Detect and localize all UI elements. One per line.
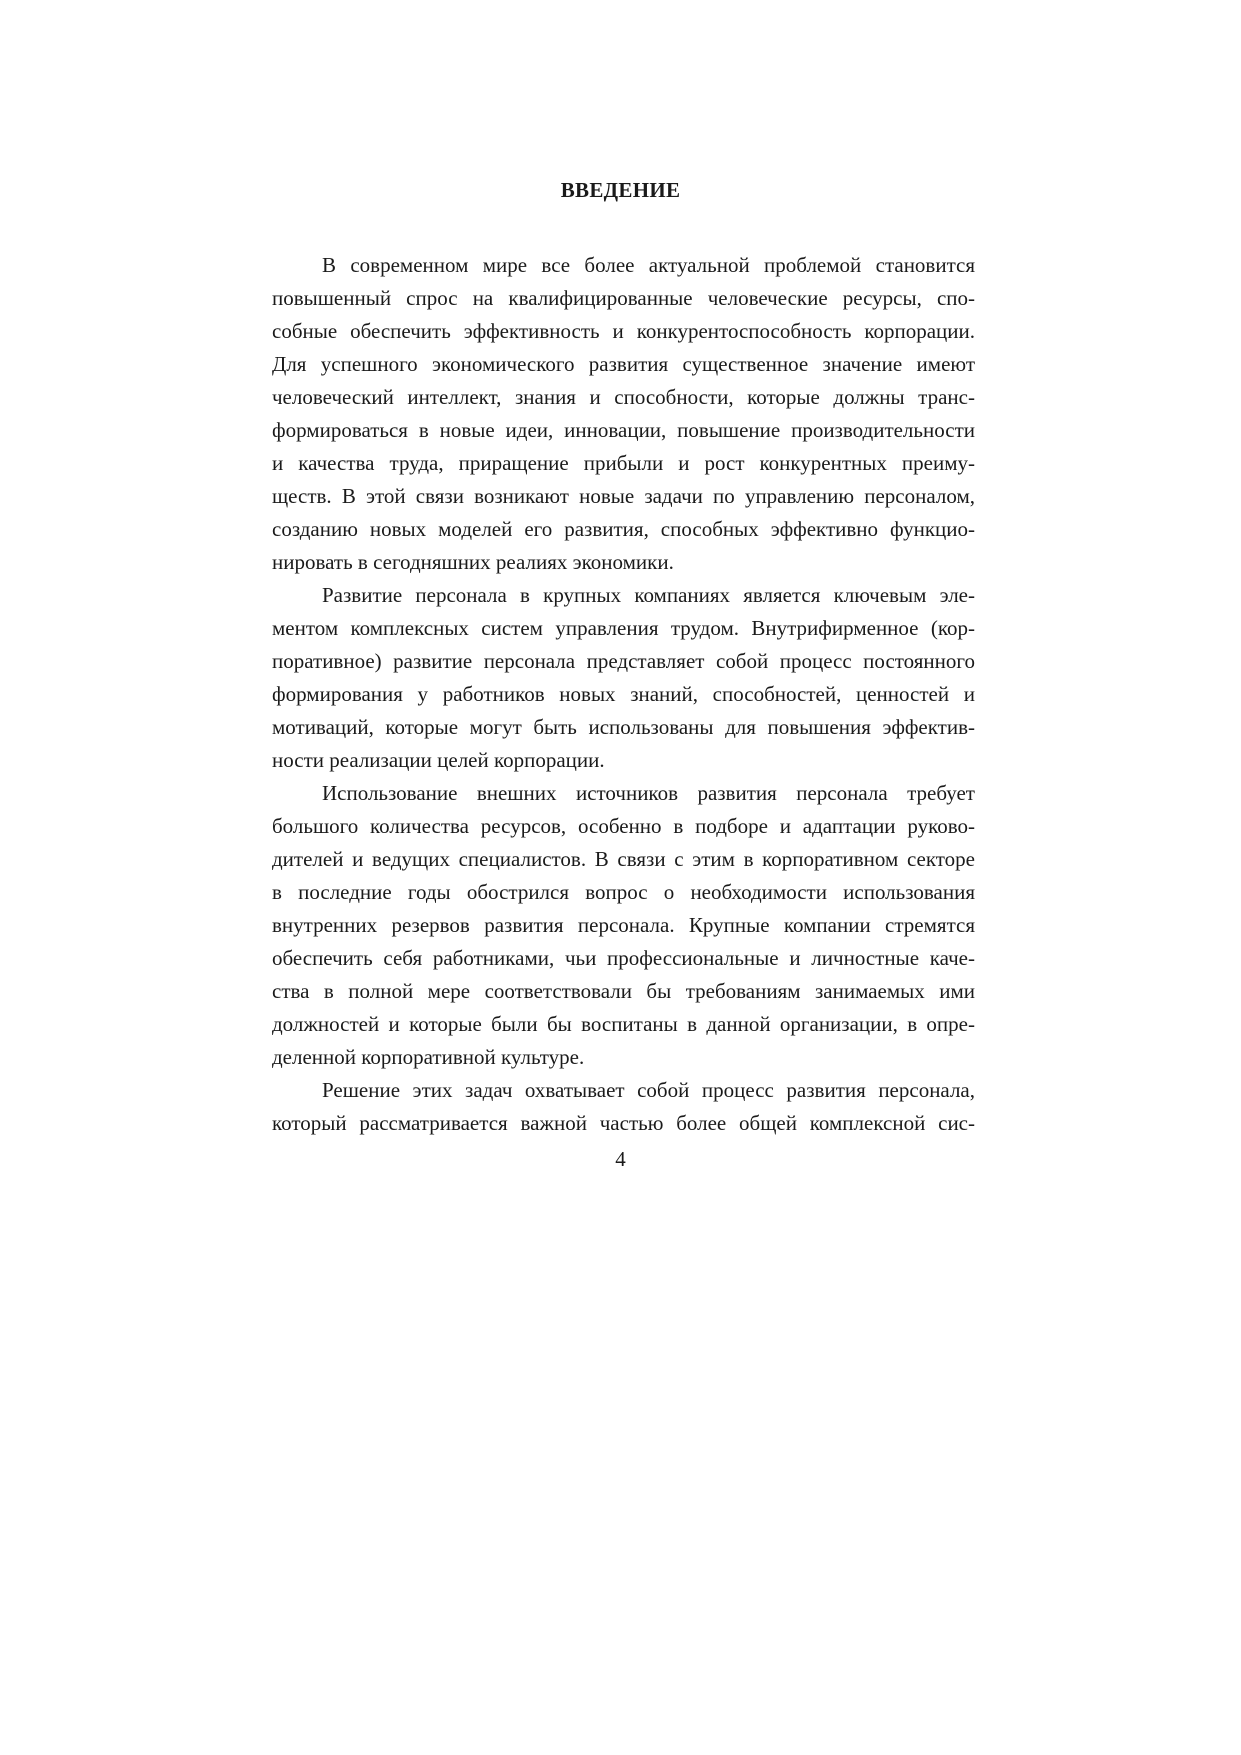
text-line: повышенный спрос на квалифицированные человеческие ресурсы, спо- — [272, 286, 975, 310]
text-line: Для успешного экономического развития существенное значение имеют — [272, 352, 975, 376]
text-line: дителей и ведущих специалистов. В связи с этим в корпоративном секторе — [272, 847, 975, 871]
paragraph — [272, 249, 975, 579]
text-line: внутренних резервов развития персонала. Крупные компании стремятся — [272, 913, 975, 937]
text-line: нировать в сегодняшних реалиях экономики. — [272, 550, 674, 574]
page-number: 4 — [615, 1147, 626, 1171]
text-line: собные обеспечить эффективность и конкурентоспособность корпорации. — [272, 319, 975, 343]
text-line: созданию новых моделей его развития, способных эффективно функцио- — [272, 517, 975, 541]
text-line: должностей и которые были бы воспитаны в данной организации, в опре- — [272, 1012, 975, 1036]
text-line: обеспечить себя работниками, чьи профессиональные и личностные каче- — [272, 946, 975, 970]
paragraph — [272, 1074, 975, 1140]
text-line: поративное) развитие персонала представляет собой процесс постоянного — [272, 649, 975, 673]
text-line: Решение этих задач охватывает собой процесс развития персонала, — [322, 1078, 975, 1102]
text-line: ментом комплексных систем управления трудом. Внутрифирменное (кор- — [272, 616, 975, 640]
text-line: который рассматривается важной частью более общей комплексной сис- — [272, 1111, 975, 1135]
text-line: В современном мире все более актуальной проблемой становится — [322, 253, 975, 277]
text-line: деленной корпоративной культуре. — [272, 1045, 585, 1069]
text-line: Развитие персонала в крупных компаниях является ключевым эле- — [322, 583, 975, 607]
text-line: формироваться в новые идеи, инновации, повышение производительности — [272, 418, 975, 442]
text-line: ства в полной мере соответствовали бы требованиям занимаемых ими — [272, 979, 975, 1003]
text-line: и качества труда, приращение прибыли и рост конкурентных преиму- — [272, 451, 975, 475]
text-line: большого количества ресурсов, особенно в подборе и адаптации руково- — [272, 814, 975, 838]
page-title: ВВЕДЕНИЕ — [560, 178, 681, 202]
body-text — [272, 249, 975, 1140]
text-line: Использование внешних источников развития персонала требует — [322, 781, 975, 805]
paragraph — [272, 777, 975, 1074]
text-line: в последние годы обострился вопрос о необходимости использования — [272, 880, 975, 904]
text-line: мотиваций, которые могут быть использованы для повышения эффектив- — [272, 715, 975, 739]
paragraph — [272, 579, 975, 777]
text-line: ности реализации целей корпорации. — [272, 748, 605, 772]
text-line: формирования у работников новых знаний, способностей, ценностей и — [272, 682, 975, 706]
text-line: ществ. В этой связи возникают новые задачи по управлению персоналом, — [272, 484, 975, 508]
text-line: человеческий интеллект, знания и способности, которые должны транс- — [272, 385, 975, 409]
